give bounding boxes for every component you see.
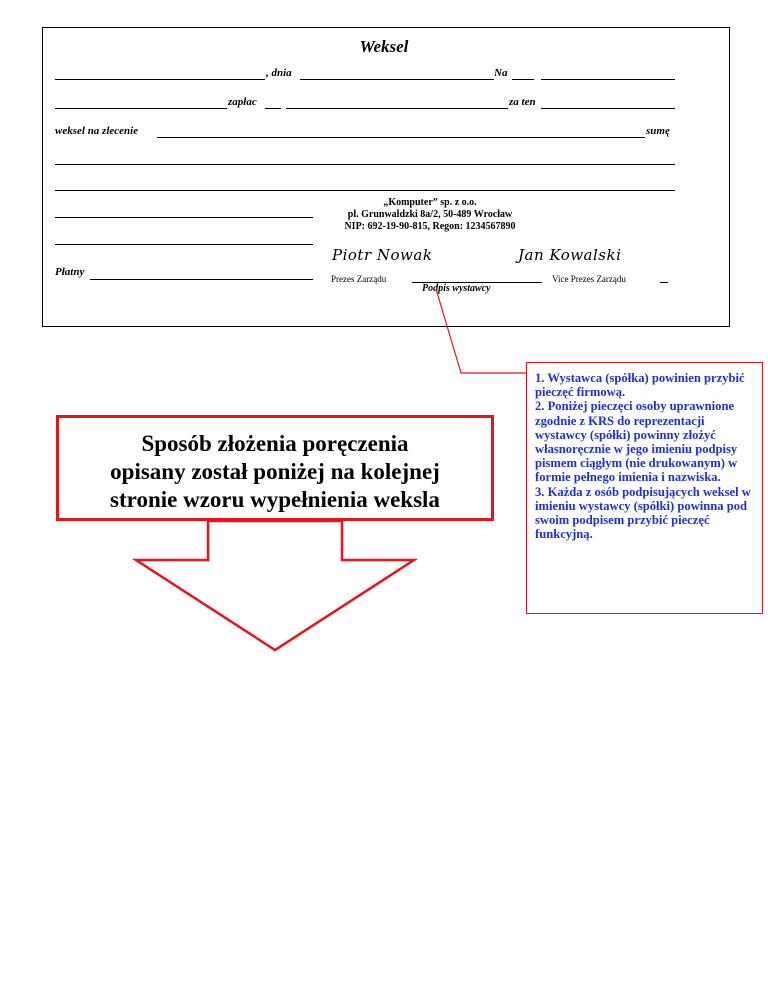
guarantee-info-banner [56, 415, 494, 521]
bill-title: Weksel [359, 37, 409, 56]
label-zlecenie: weksel na zlecenie [55, 125, 139, 137]
down-arrow-icon [136, 521, 414, 650]
signature-piotr-nowak: Piotr Nowak [332, 246, 433, 264]
label-sume: sumę [646, 125, 670, 137]
stamp-company-name: „Komputer” sp. z o.o. [383, 197, 477, 208]
banner-line-3: stronie wzoru wypełnienia weksla [110, 487, 440, 512]
stamp-address: pl. Grunwaldzki 8a/2, 50-489 Wrocław [347, 209, 513, 220]
label-za-ten: za ten [509, 96, 536, 108]
note-point-3: 3. Każda z osób podpisujących weksel w imieniu wystawcy (spółki) powinna pod swoim podpisem przybić pieczęć funkcyjną. [535, 484, 751, 542]
signature-jan-kowalski: Jan Kowalski [518, 246, 622, 264]
label-na: Na [494, 67, 508, 79]
note-point-1: 1. Wystawca (spółka) powinien przybić pieczęć firmową. [535, 371, 745, 400]
banner-line-2: opisany został poniżej na kolejnej [110, 459, 440, 484]
label-dnia: , dnia [266, 67, 292, 79]
leader-line [436, 289, 526, 373]
role-vice-prezes: Vice Prezes Zarządu [552, 274, 626, 284]
caption-podpis-wystawcy: Podpis wystawcy [422, 283, 491, 294]
role-prezes: Prezes Zarządu [331, 274, 387, 284]
label-platny: Płatny [55, 266, 85, 278]
note-point-2: 2. Poniżej pieczęci osoby uprawnione zgodnie z KRS do reprezentacji wystawcy (spółki) powinny złożyć własnoręcznie w jego imieniu podpisy pismem ciągłym (nie drukowanym) w formie pełnego imienia i nazwiska. [535, 399, 738, 485]
banner-line-1: Sposób złożenia poręczenia [141, 431, 409, 456]
stamp-nip-regon: NIP: 692-19-90-815, Regon: 1234567890 [344, 221, 516, 232]
label-zaplac: zapłac [228, 96, 257, 108]
